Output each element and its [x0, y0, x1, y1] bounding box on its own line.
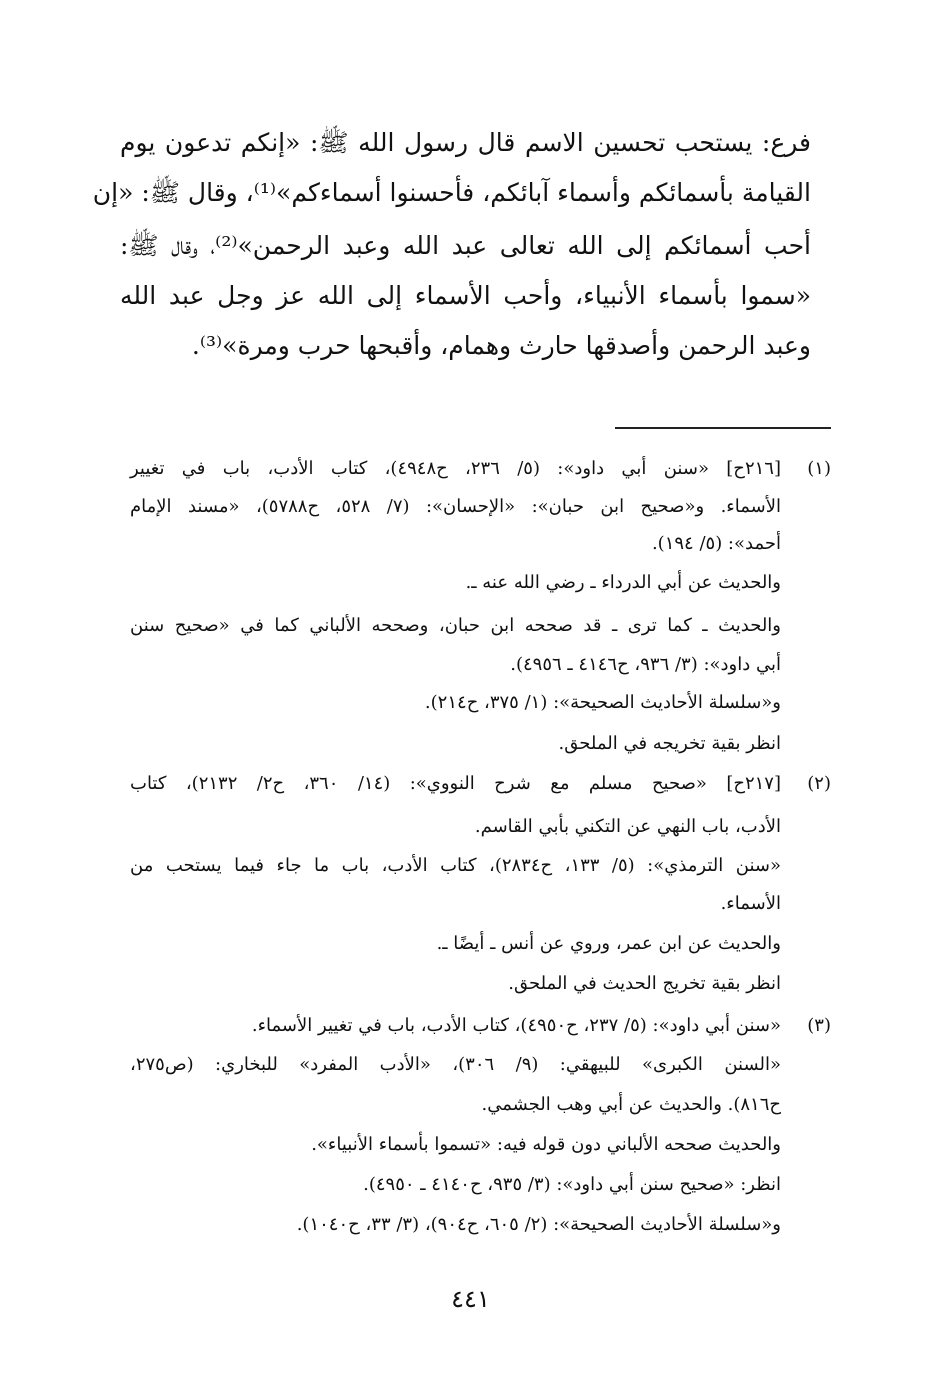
footnote-line: و«سلسلة الأحاديث الصحيحة»: (١/ ٣٧٥، ح٢١٤). [424, 692, 781, 713]
footnote-line: والحديث عن ابن عمر، وروي عن أنس ـ أيضًا ـ. [436, 933, 781, 954]
footnote-line: أحمد»: (٥/ ١٩٤). [651, 533, 781, 554]
footnote-line: «السنن الكبرى» للبيهقي: (٩/ ٣٠٦)، «الأدب المفرد» للبخاري: (ص٢٧٥، [130, 1054, 782, 1075]
footnote-line: أبي داود»: (٣/ ٩٣٦، ح٤١٤٦ ـ ٤٩٥٦). [510, 654, 781, 675]
main-text-line: «سموا بأسماء الأنبياء، وأحب الأسماء إلى الله عز وجل عبد الله [120, 281, 811, 310]
footnote-line: والحديث صححه الألباني دون قوله فيه: «تسموا بأسماء الأنبياء». [311, 1134, 781, 1155]
main-text-line: القيامة بأسمائكم وأسماء آبائكم، فأحسنوا أسماءكم»⁽¹⁾، وقال ﷺ: «إن [92, 178, 811, 207]
footnote-line: [٢١٧ح] «صحيح مسلم مع شرح النووي»: (١٤/ ٣٦٠، ح٢/ ٢١٣٢)، كتاب [130, 773, 782, 794]
footnote-line: الأسماء. [720, 893, 781, 914]
footnote-line: «سنن أبي داود»: (٥/ ٢٣٧، ح٤٩٥٠)، كتاب الأدب، باب في تغيير الأسماء. [251, 1015, 781, 1036]
footnote-line: [٢١٦ح] «سنن أبي داود»: (٥/ ٢٣٦، ح٤٩٤٨)، كتاب الأدب، باب في تغيير [130, 458, 781, 479]
main-text-line: فرع: يستحب تحسين الاسم قال رسول الله ﷺ: «إنكم تدعون يوم [120, 128, 811, 157]
footnote-line: و«سلسلة الأحاديث الصحيحة»: (٢/ ٦٠٥، ح٩٠٤)، (٣/ ٣٣، ح١٠٤٠). [296, 1214, 781, 1235]
footnote-line: الأسماء. و«صحيح ابن حبان»: «الإحسان»: (٧/ ٥٢٨، ح٥٧٨٨)، «مسند الإمام [130, 496, 781, 517]
footnote-line: والحديث عن أبي الدرداء ـ رضي الله عنه ـ. [465, 572, 781, 593]
footnote-line: انظر بقية تخريج الحديث في الملحق. [508, 973, 781, 994]
footnote-separator [615, 427, 831, 429]
footnote-line: «سنن الترمذي»: (٥/ ١٣٣، ح٢٨٣٤)، كتاب الأدب، باب ما جاء فيما يستحب من [130, 855, 781, 876]
footnote-line: ح٨١٦). والحديث عن أبي وهب الجشمي. [481, 1094, 781, 1115]
main-text-line: أحب أسمائكم إلى الله تعالى عبد الله وعبد الرحمن»⁽²⁾، وقال ﷺ: [120, 231, 811, 260]
page-number: ٤٤١ [451, 1285, 490, 1313]
footnote-line: والحديث ـ كما ترى ـ قد صححه ابن حبان، وصححه الألباني كما في «صحيح سنن [130, 615, 781, 636]
footnote-line: الأدب، باب النهي عن التكني بأبي القاسم. [474, 816, 781, 837]
footnote-line: انظر: «صحيح سنن أبي داود»: (٣/ ٩٣٥، ح٤١٤٠ ـ ٤٩٥٠). [363, 1174, 781, 1195]
footnote-number: (٣) [807, 1015, 831, 1036]
footnote-line: انظر بقية تخريجه في الملحق. [558, 733, 781, 754]
main-text-line: وعبد الرحمن وأصدقها حارث وهمام، وأقبحها حرب ومرة»⁽³⁾. [191, 331, 811, 360]
footnote-number: (٢) [807, 773, 831, 794]
footnote-number: (١) [807, 458, 831, 479]
